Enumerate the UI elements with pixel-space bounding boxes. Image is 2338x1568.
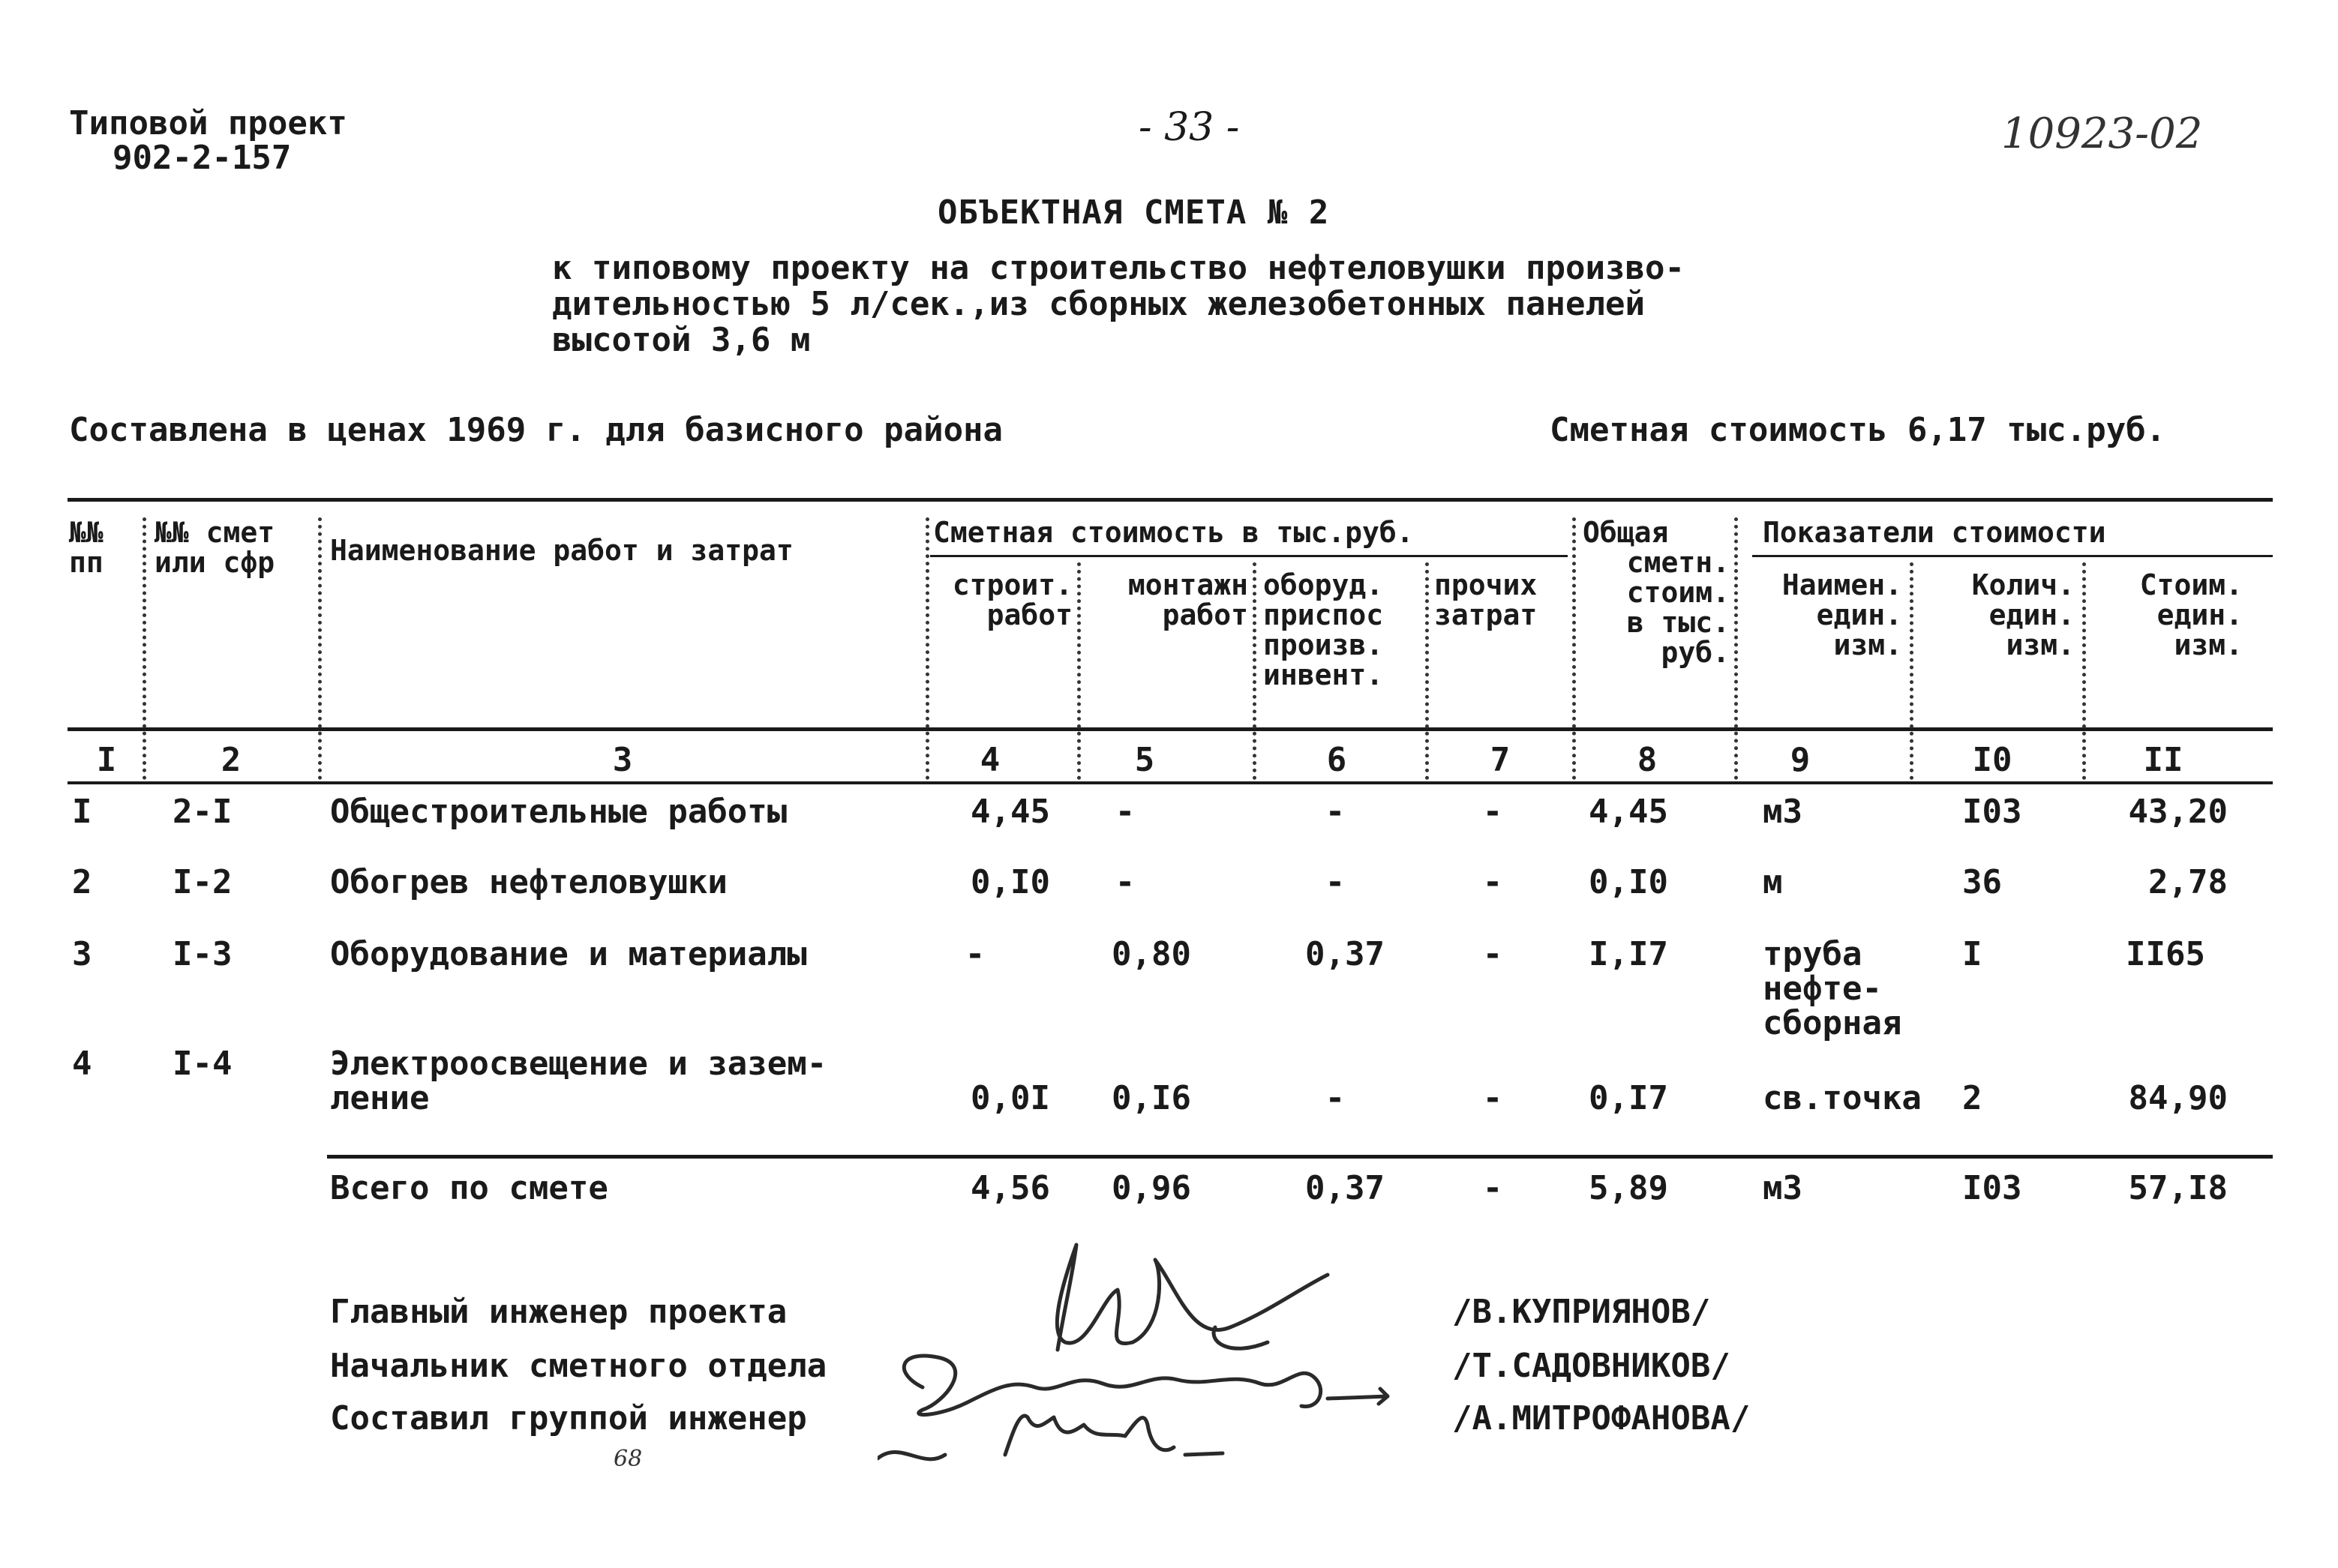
row-estimate: I-4 [173, 1045, 233, 1083]
header-unit-qty: Колич. един. изм. [1971, 568, 2075, 661]
row-unit-name: м3 [1763, 793, 1802, 831]
row-name: Электроосвещение и зазем- ление [330, 1045, 827, 1117]
signature-role: Начальник сметного отдела [330, 1347, 827, 1385]
project-line-1: Типовой проект [69, 104, 347, 142]
signature-name: /А.МИТРОФАНОВА/ [1452, 1399, 1751, 1438]
column-number: 6 [1326, 741, 1347, 779]
table-top-rule [68, 498, 2273, 502]
row-unit-cost: 2,78 [2148, 863, 2228, 901]
column-number: 3 [612, 741, 633, 779]
column-number: I [96, 741, 117, 779]
column-number: I0 [1972, 741, 2012, 779]
project-line-2: 902-2-157 [113, 139, 292, 177]
column-divider [1253, 562, 1256, 780]
header-indicators-group: Показатели стоимости [1763, 516, 2106, 549]
compiled-note: Составлена в ценах 1969 г. для базисного района [69, 411, 1004, 449]
total-installation: 0,96 [1112, 1169, 1191, 1207]
row-other: - [1482, 793, 1503, 831]
row-unit-cost: II65 [2126, 935, 2205, 973]
row-unit-qty: I [1962, 935, 1982, 973]
row-estimate: I-3 [173, 935, 233, 973]
row-total: 0,I7 [1589, 1079, 1668, 1117]
column-divider [926, 517, 929, 780]
header-bottom-rule [68, 727, 2273, 731]
row-unit-cost: 84,90 [2128, 1079, 2228, 1117]
column-number: 7 [1490, 741, 1511, 779]
row-equipment: - [1325, 863, 1346, 901]
row-installation: - [1115, 793, 1136, 831]
signature-role: Главный инженер проекта [330, 1293, 788, 1331]
header-equipment: оборуд. приспос произв. инвент. [1263, 568, 1384, 691]
indicators-group-underline [1752, 555, 2273, 557]
row-installation: 0,80 [1112, 935, 1191, 973]
row-equipment: - [1325, 793, 1346, 831]
header-num: №№ пп [69, 516, 104, 579]
column-divider [1910, 562, 1913, 780]
column-divider [1734, 517, 1738, 780]
total-other: - [1482, 1169, 1503, 1207]
total-construction: 4,56 [971, 1169, 1050, 1207]
row-estimate: 2-I [173, 793, 233, 831]
row-total: 4,45 [1589, 793, 1668, 831]
row-num: I [72, 793, 92, 831]
row-construction: 0,I0 [971, 863, 1050, 901]
row-other: - [1482, 863, 1503, 901]
handwritten-signatures [878, 1230, 1448, 1485]
row-name: Общестроительные работы [330, 793, 788, 831]
row-estimate: I-2 [173, 863, 233, 901]
row-total: 0,I0 [1589, 863, 1668, 901]
row-num: 3 [72, 935, 92, 973]
row-equipment: - [1325, 1079, 1346, 1117]
subtitle-line: дительностью 5 л/сек.,из сборных железобетонных панелей [552, 285, 1645, 323]
total-equipment: 0,37 [1305, 1169, 1385, 1207]
row-num: 2 [72, 863, 92, 901]
project-label [69, 106, 347, 175]
column-number: 5 [1134, 741, 1155, 779]
total-total: 5,89 [1589, 1169, 1668, 1207]
row-unit-name: труба нефте- сборная [1763, 935, 1902, 1042]
header-unit-cost: Стоим. един. изм. [2139, 568, 2243, 661]
total-unit-name: м3 [1763, 1169, 1802, 1207]
header-estimate-num: №№ смет или сфр [155, 516, 275, 579]
header-other: прочих затрат [1434, 568, 1538, 631]
header-total: Общая сметн. стоим. в тыс. руб. [1583, 516, 1730, 669]
column-number: II [2143, 741, 2183, 779]
row-unit-qty: 2 [1962, 1079, 1982, 1117]
row-other: - [1482, 1079, 1503, 1117]
row-installation: - [1115, 863, 1136, 901]
column-divider [1572, 517, 1576, 780]
row-installation: 0,I6 [1112, 1079, 1191, 1117]
subtitle-line: к типовому проекту на строительство нефтеловушки произво- [552, 249, 1685, 287]
row-construction: - [965, 935, 986, 973]
cost-group-underline [930, 555, 1568, 557]
row-unit-qty: 36 [1962, 863, 2002, 901]
document-code: 10923-02 [2001, 109, 2203, 158]
row-construction: 4,45 [971, 793, 1050, 831]
total-unit-qty: I03 [1962, 1169, 2022, 1207]
column-divider [1077, 562, 1081, 780]
row-unit-name: св.точка [1763, 1079, 1922, 1117]
header-unit-name: Наимен. един. изм. [1781, 568, 1902, 661]
row-equipment: 0,37 [1305, 935, 1385, 973]
header-construction: строит. работ [952, 568, 1073, 631]
handwritten-mark: 68 [614, 1446, 643, 1472]
row-name: Обогрев нефтеловушки [330, 863, 728, 901]
row-num: 4 [72, 1045, 92, 1083]
header-name: Наименование работ и затрат [330, 534, 794, 567]
column-number: 9 [1790, 741, 1811, 779]
total-rule [327, 1155, 2273, 1159]
page-number: - 33 - [1139, 105, 1240, 150]
column-number: 2 [221, 741, 242, 779]
row-other: - [1482, 935, 1503, 973]
column-numbers-rule [68, 781, 2273, 784]
signature-name: /В.КУПРИЯНОВ/ [1452, 1293, 1711, 1331]
column-number: 4 [980, 741, 1001, 779]
estimated-cost: Сметная стоимость 6,17 тыс.руб. [1550, 411, 2166, 449]
row-name: Оборудование и материалы [330, 935, 807, 973]
column-divider [2082, 562, 2086, 780]
subtitle-line: высотой 3,6 м [552, 321, 811, 359]
row-total: I,I7 [1589, 935, 1668, 973]
signature-role: Составил группой инженер [330, 1399, 807, 1438]
column-divider [318, 517, 322, 780]
signature-name: /Т.САДОВНИКОВ/ [1452, 1347, 1730, 1385]
column-number: 8 [1637, 741, 1658, 779]
header-cost-group: Сметная стоимость в тыс.руб. [933, 516, 1414, 549]
row-unit-name: м [1763, 863, 1783, 901]
header-installation: монтажн работ [1127, 568, 1248, 631]
row-construction: 0,0I [971, 1079, 1050, 1117]
document-title: ОБЪЕКТНАЯ СМЕТА № 2 [938, 193, 1330, 232]
total-unit-cost: 57,I8 [2128, 1169, 2228, 1207]
total-label: Всего по смете [330, 1169, 608, 1207]
row-unit-cost: 43,20 [2128, 793, 2228, 831]
row-unit-qty: I03 [1962, 793, 2022, 831]
document-subtitle [552, 250, 1685, 358]
column-divider [1425, 562, 1429, 780]
